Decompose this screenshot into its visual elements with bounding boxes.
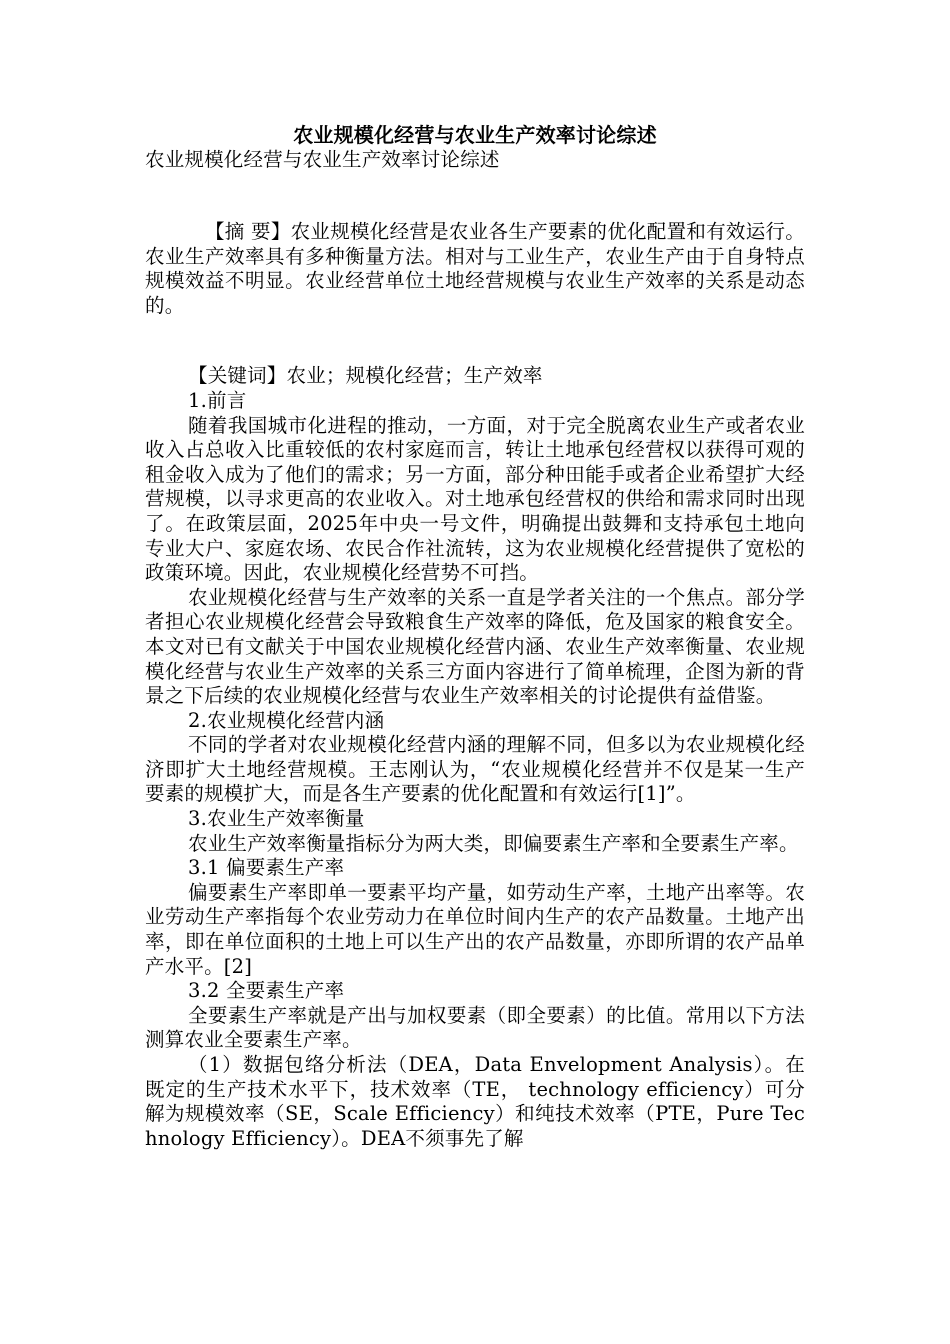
body-paragraph: 不同的学者对农业规模化经营内涵的理解不同，但多以为农业规模化经济即扩大土地经营规模。王志刚认为，“农业规模化经营并不仅是某一生产要素的规模扩大，而是各生产要素的优化配置和有效运行[1]”。	[145, 733, 805, 806]
keywords-line: 【关键词】农业；规模化经营；生产效率	[188, 364, 543, 388]
body-paragraph: 偏要素生产率即单一要素平均产量，如劳动生产率，土地产出率等。农业劳动生产率指每个农业劳动力在单位时间内生产的农产品数量。土地产出率，即在单位面积的土地上可以生产出的农产品数量，亦即所谓的农产品单产水平。[2]	[145, 880, 805, 978]
abstract-paragraph: 【摘 要】农业规模化经营是农业各生产要素的优化配置和有效运行。农业生产效率具有多种衡量方法。相对与工业生产，农业生产由于自身特点规模效益不明显。农业经营单位土地经营规模与农业生产效率的关系是动态的。	[145, 220, 805, 317]
section-heading-connotation: 2.农业规模化经营内涵	[188, 708, 385, 732]
body-paragraph: 全要素生产率就是产出与加权要素（即全要素）的比值。常用以下方法测算农业全要素生产率。	[145, 1003, 805, 1052]
body-paragraph: （1）数据包络分析法（DEA，Data Envelopment Analysis）。在既定的生产技术水平下，技术效率（TE， technology efficiency）可分解为规模效率（SE，Scale Efficiency）和纯技术效率（PTE，Pure Technology Efficiency）。DEA不须事先了解	[145, 1053, 805, 1150]
spacer	[145, 172, 805, 220]
document-subtitle: 农业规模化经营与农业生产效率讨论综述	[145, 148, 500, 171]
body-paragraph: 农业生产效率衡量指标分为两大类，即偏要素生产率和全要素生产率。	[188, 831, 799, 855]
section-heading-measurement: 3.农业生产效率衡量	[188, 807, 365, 831]
section-heading-intro: 1.前言	[188, 388, 247, 412]
document-page	[145, 120, 805, 1151]
body-paragraph: 随着我国城市化进程的推动，一方面，对于完全脱离农业生产或者农业收入占总收入比重较低的农村家庭而言，转让土地承包经营权以获得可观的租金收入成为了他们的需求；另一方面，部分种田能手或者企业希望扩大经营规模，以寻求更高的农业收入。对土地承包经营权的供给和需求同时出现了。在政策层面，2025年中央一号文件，明确提出鼓舞和支持承包土地向专业大户、家庭农场、农民合作社流转，这为农业规模化经营提供了宽松的政策环境。因此，农业规模化经营势不可挡。	[145, 413, 805, 585]
spacer	[145, 318, 805, 364]
document-title: 农业规模化经营与农业生产效率讨论综述	[293, 123, 657, 147]
body-paragraph: 农业规模化经营与生产效率的关系一直是学者关注的一个焦点。部分学者担心农业规模化经营会导致粮食生产效率的降低，危及国家的粮食安全。本文对已有文献关于中国农业规模化经营内涵、农业生产效率衡量、农业规模化经营与农业生产效率的关系三方面内容进行了简单梳理，企图为新的背景之下后续的农业规模化经营与农业生产效率相关的讨论提供有益借鉴。	[145, 585, 805, 708]
section-heading-partial-factor: 3.1 偏要素生产率	[188, 856, 345, 880]
section-heading-total-factor: 3.2 全要素生产率	[188, 979, 345, 1003]
